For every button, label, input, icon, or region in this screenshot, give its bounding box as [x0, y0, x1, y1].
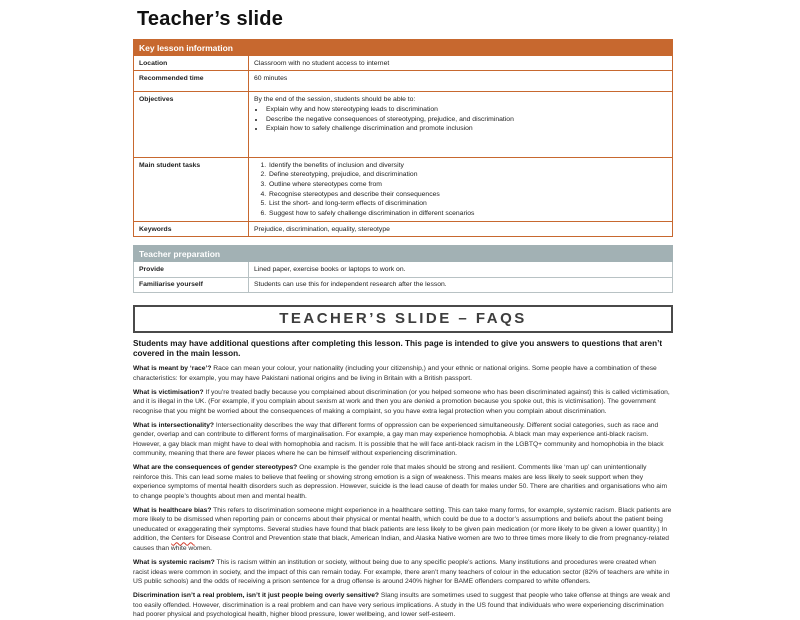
- faq-item-healthcare-bias: [133, 506, 673, 554]
- table-row-recommended-time: [133, 71, 673, 92]
- objective-bullet: • Describe the negative consequences of stereotyping, prejudice, and discrimination: [265, 115, 667, 124]
- task-item: 1. Identify the benefits of inclusion and diversity: [268, 161, 667, 170]
- task-item: 4. Recognise stereotypes and describe their consequences: [268, 190, 667, 199]
- key-lesson-information-table: [133, 39, 673, 237]
- spellcheck-underlined-word: Centers: [171, 535, 195, 543]
- row-value-keywords: Prejudice, discrimination, equality, stereotype: [254, 225, 390, 233]
- table-row-main-student-tasks: [133, 158, 673, 222]
- objectives-bullet-list: [254, 105, 667, 134]
- row-label-main-student-tasks: Main student tasks: [134, 158, 249, 221]
- faq-answer: One example is the gender role that males should be strong and resilient. Comments like ‘man up’ can unintentionally reinforce this. This can lead some males to believe that feeling or showing strong emotion is a sign of weakness. This means males are less likely to seek support when they experience symptoms of mental health disorders such as depression. However, suicide is the lead cause of death for males under 50. There are charities and organisations who aim to change people’s thoughts about men and mental health.: [133, 464, 668, 500]
- tasks-numbered-list: [254, 161, 667, 219]
- key-lesson-information-header: Key lesson information: [133, 39, 673, 56]
- page-title: Teacher’s slide: [137, 8, 284, 30]
- task-item: 2. Define stereotyping, prejudice, and discrimination: [268, 170, 667, 179]
- task-item: 5. List the short- and long-term effects of discrimination: [268, 199, 667, 208]
- objective-bullet: • Explain why and how stereotyping leads to discrimination: [265, 105, 667, 114]
- row-label-recommended-time: Recommended time: [134, 71, 249, 91]
- faq-answer: This refers to discrimination someone might experience in a healthcare setting. This can take many forms, for example, systemic racism. Black patients are more likely to be dismissed when reporting pain or concerns about their physical or mental health, which could be due to a doctor’s assumptions and beliefs about the patient being uneducated or exaggerating their symptoms. Several studies have found that black patients are less likely to be given pain medication (or more likely to be given a lower quantity.) In addition, the: [133, 506, 672, 543]
- row-value-recommended-time: 60 minutes: [254, 74, 288, 82]
- teacher-preparation-header: Teacher preparation: [133, 245, 673, 262]
- faq-question: What is intersectionality?: [133, 421, 215, 429]
- faq-item-victimisation: [133, 388, 673, 417]
- task-item: 6. Suggest how to safely challenge discrimination in different scenarios: [268, 209, 667, 218]
- row-value-location: Classroom with no student access to internet: [254, 59, 390, 67]
- faq-question: Discrimination isn’t a real problem, isn’t it just people being overly sensitive?: [133, 592, 380, 600]
- faq-item-systemic-racism: [133, 558, 673, 587]
- table-row-objectives: [133, 92, 673, 158]
- faq-question: What is healthcare bias?: [133, 506, 212, 514]
- objective-bullet: • Explain how to safely challenge discrimination and promote inclusion: [265, 124, 667, 133]
- faq-item-intersectionality: [133, 421, 673, 459]
- row-value-objectives: [249, 92, 672, 157]
- faq-answer: Slang insults are sometimes used to suggest that people who take offense at things are weak and too easily offended. However, discrimination is a real problem and can have very serious implications. A study in the US found that individuals who were experiencing discrimination had poorer physical and psychological health, higher blood pressure, lower wellbeing, and lower self-esteem.: [133, 592, 670, 619]
- faqs-heading: TEACHER’S SLIDE – FAQS: [279, 309, 527, 327]
- row-label-keywords: Keywords: [134, 222, 249, 236]
- faq-answer: Intersectionality describes the way that different forms of oppression can be experienced simultaneously. Different social categories, such as race and gender, overlap and can contribute to different forms of marginalisation. For example, a gay man may experience homophobia. A black man may experience anti-black racism. However, a gay black man might have to deal with homophobia and racism. It is possible that he will face anti-black racism in the LGBTQ+ community and homophobia in the black community, meaning that there are fewer places where he can be himself without experiencing discrimination.: [133, 421, 664, 458]
- faqs-heading-box: [133, 305, 673, 333]
- faq-item-gender-stereotypes: [133, 463, 673, 501]
- faq-answer: Race can mean your colour, your nationality (including your citizenship,) and your ethnic or national origins. Some people have a combination of these characteristics: for example, you may have Pakistani national origins and be living in Britain with a British passport.: [133, 365, 657, 382]
- document-page: [133, 0, 673, 620]
- faq-answer: If you’re treated badly because you complained about discrimination (or you helped someone who has been discriminated against) this is called victimisation, and it is illegal in the UK. (For example, if you complain about sexism at work and then you are denied a promotion because you spoke out, this is victimisation). The government recognise that you might be worried about the consequences of making a complaint, so you have extra legal protection when you complain about discrimination.: [133, 388, 670, 415]
- task-item: 3. Outline where stereotypes come from: [268, 180, 667, 189]
- objectives-intro: By the end of the session, students should be able to:: [254, 95, 416, 103]
- row-value-main-student-tasks: [249, 158, 672, 221]
- row-value-familiarise-yourself: Students can use this for independent research after the lesson.: [254, 281, 447, 289]
- faq-answer: for Disease Control and Prevention state that black, American Indian, and Alaska Native women are two to three times more likely to die from pregnancy-related causes than white women.: [133, 535, 670, 552]
- table-row-provide: [133, 262, 673, 277]
- table-row-familiarise-yourself: [133, 278, 673, 293]
- faq-question: What is meant by ‘race’?: [133, 365, 212, 373]
- teacher-preparation-table: [133, 245, 673, 292]
- table-row-keywords: [133, 222, 673, 237]
- faq-item-race: [133, 364, 673, 383]
- row-label-provide: Provide: [134, 262, 249, 276]
- faq-question: What is systemic racism?: [133, 559, 215, 566]
- row-label-location: Location: [134, 56, 249, 70]
- faq-item-overly-sensitive: [133, 591, 673, 620]
- faq-answer: This is racism within an institution or society, without being due to any specific people’s actions. Many institutions and procedures were created when racist ideas were common in society, and the impact of this can remain today. For example, there aren’t many teachers of colour in the education sector (82% of teachers are white in US public schools) and the odds of receiving a prison sentence for a drug offense is around 240% higher for BAME offenders compared to white offenders.: [133, 559, 670, 586]
- faq-question: What are the consequences of gender stereotypes?: [133, 464, 298, 472]
- row-value-provide: Lined paper, exercise books or laptops to work on.: [254, 265, 406, 273]
- faqs-intro: Students may have additional questions after completing this lesson. This page is intended to give you answers to questions that aren’t covered in the main lesson.: [133, 338, 663, 358]
- faq-question: What is victimisation?: [133, 388, 204, 396]
- row-label-familiarise-yourself: Familiarise yourself: [134, 278, 249, 292]
- table-row-location: [133, 56, 673, 71]
- row-label-objectives: Objectives: [134, 92, 249, 157]
